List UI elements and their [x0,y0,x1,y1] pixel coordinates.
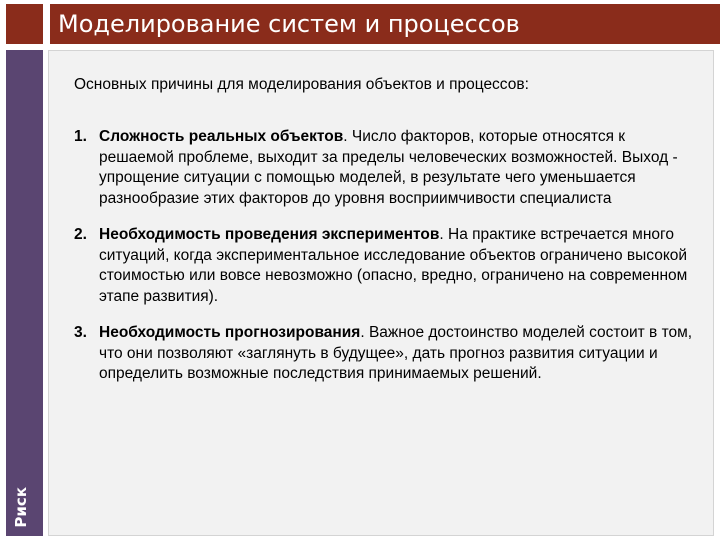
item-heading: Необходимость проведения экспериментов [99,226,440,243]
item-number: 2. [74,226,87,243]
intro-text: Основных причины для моделирования объектов и процессов: [74,76,529,93]
item-heading: Необходимость прогнозирования [99,324,361,341]
item-body [99,323,694,385]
title-corner-block [6,4,43,44]
list-item [74,127,694,209]
reasons-list [74,127,694,385]
item-body [99,225,694,307]
sidebar [6,50,43,536]
item-text: . Важное достоинство моделей состоит в том, что они позволяют «заглянуть в будущее», дать прогноз развития ситуации и определить возможные последствия принимаемых решений. [99,324,693,382]
item-heading: Сложность реальных объектов [99,128,344,145]
item-body [99,127,694,209]
item-number: 3. [74,324,87,341]
item-text: . На практике встречается много ситуаций, когда экспериментальное исследование объектов ограничено высокой стоимостью или вовсе невозможно (опасно, вредно, ограничено на современном этапе развития). [99,226,688,305]
list-item [74,225,694,307]
item-text: . Число факторов, которые относятся к решаемой проблеме, выходит за пределы человеческих возможностей. Выход - упрощение ситуации с помощью моделей, в результате чего уменьшается разнообразие этих факторов до уровня восприимчивости специалиста [99,128,678,207]
page-title: Моделирование систем и процессов [58,10,520,38]
sidebar-divider [43,50,45,536]
list-item [74,323,694,385]
sidebar-label: Риск [12,487,30,528]
item-number: 1. [74,128,87,145]
